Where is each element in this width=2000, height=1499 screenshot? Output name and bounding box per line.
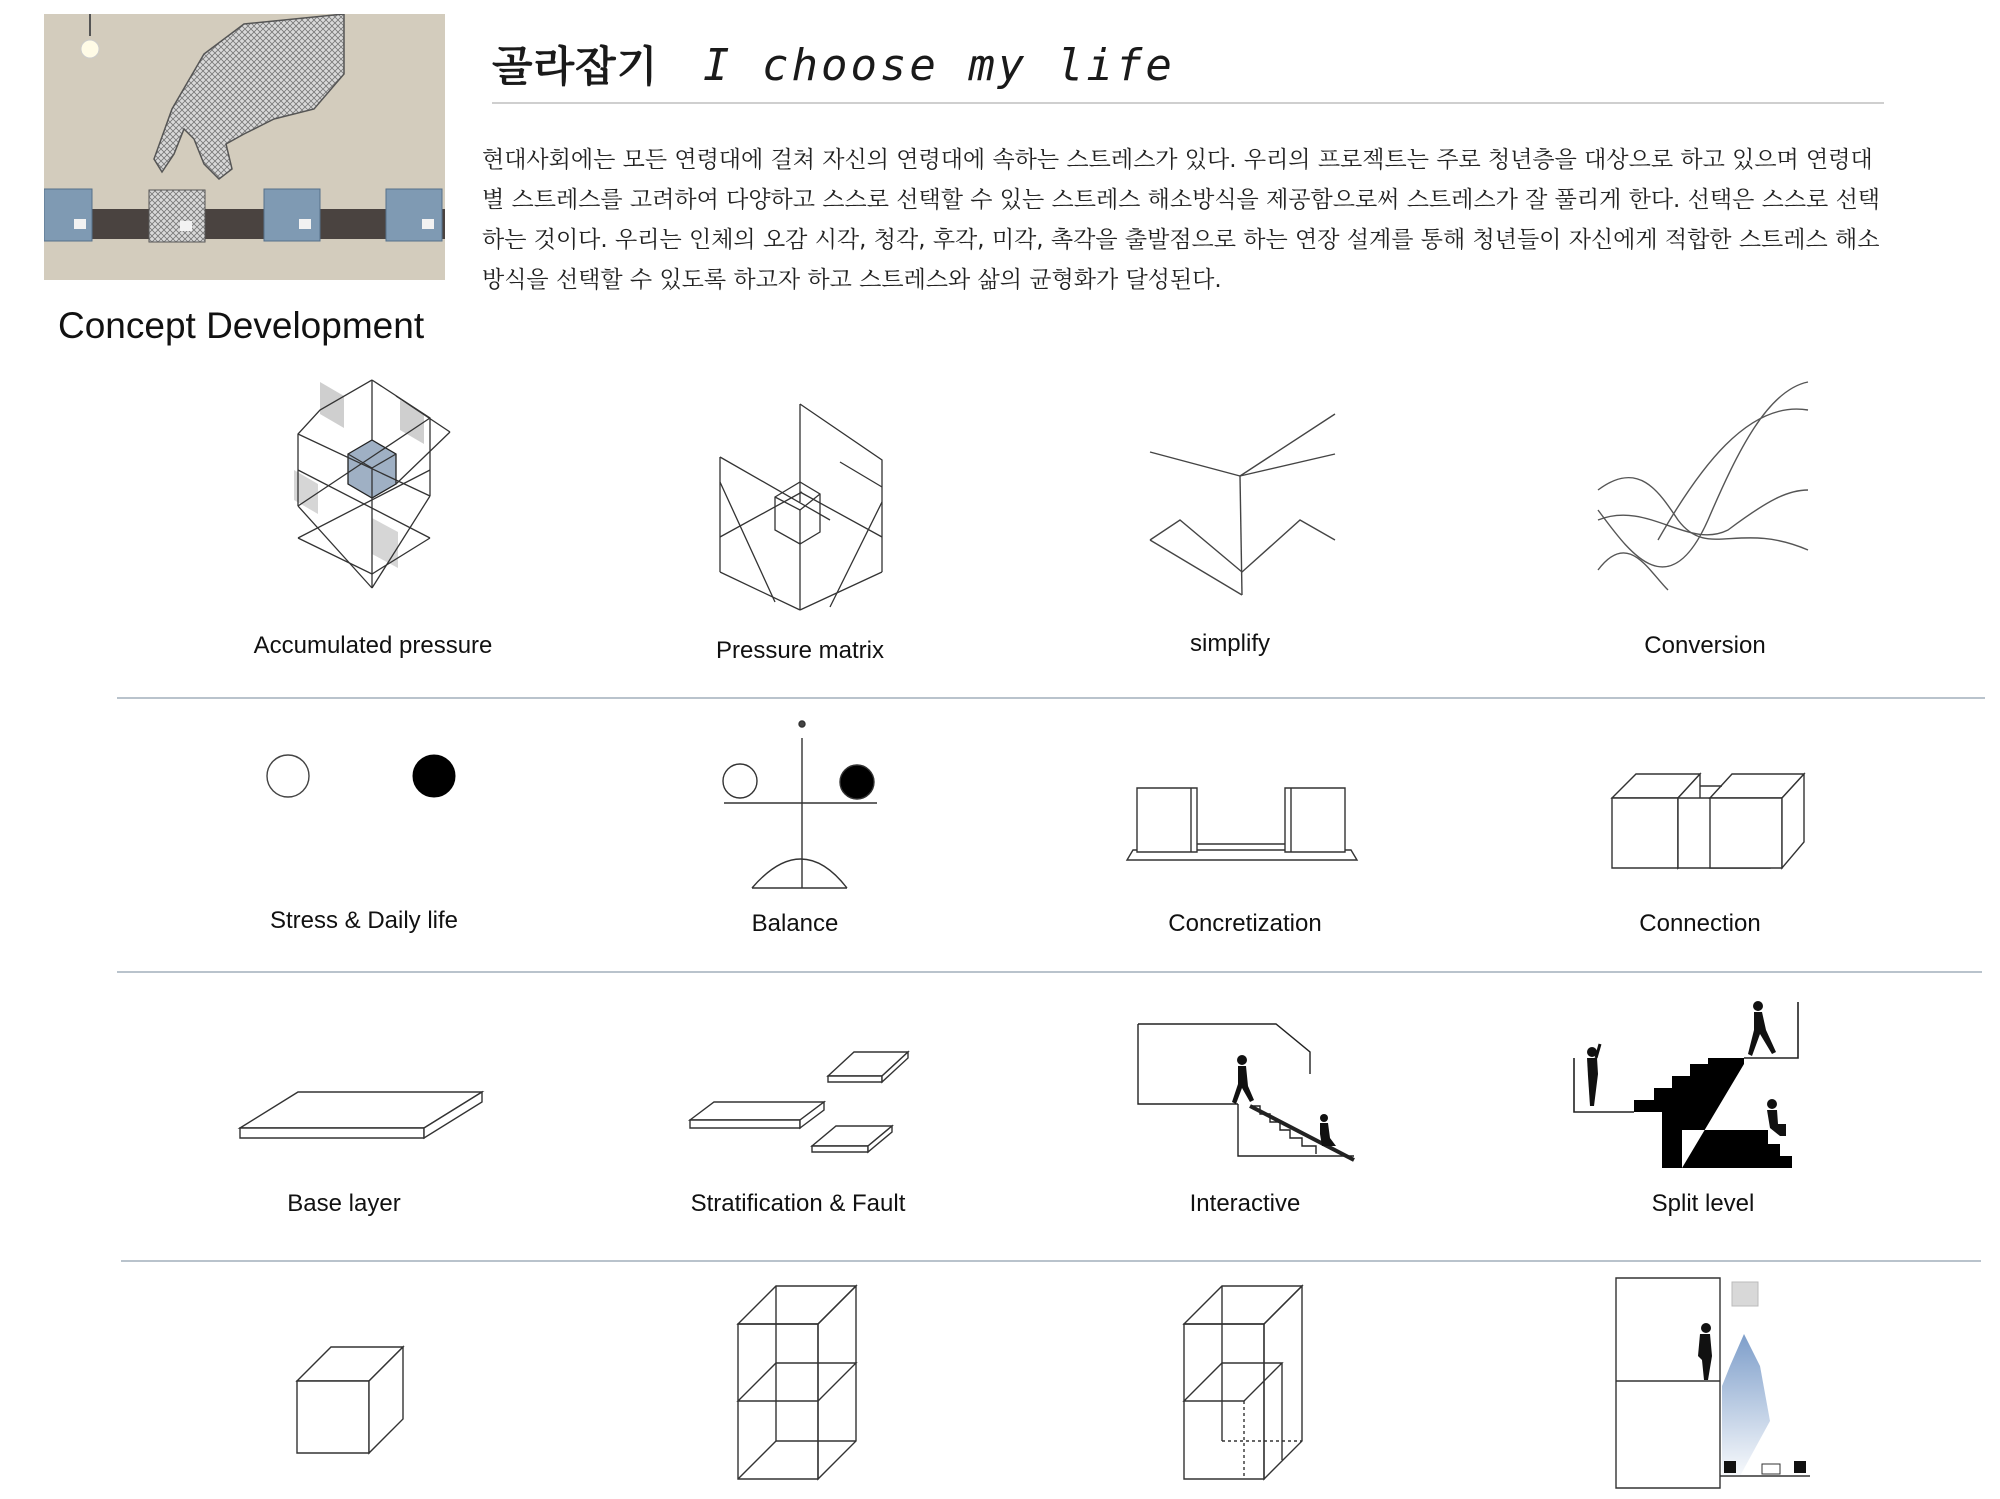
- page-title-korean: 골라잡기: [492, 42, 659, 91]
- crossing-curves-icon: [1598, 380, 1808, 595]
- person-silhouette: [1232, 1055, 1336, 1146]
- stacked-slabs-icon: [688, 1050, 910, 1156]
- two-story-frame-icon: [736, 1284, 858, 1482]
- concept-label-pressure-matrix: Pressure matrix: [715, 637, 885, 664]
- zigzag-lines-icon: [1150, 412, 1336, 597]
- concept-label-simplify: simplify: [1189, 630, 1270, 657]
- concept-label-concretization: Concretization: [1168, 910, 1322, 937]
- concept-label-accumulated-pressure: Accumulated pressure: [253, 632, 493, 659]
- concept-label-stratification-fault: Stratification & Fault: [690, 1190, 906, 1217]
- concept-label-connection: Connection: [1639, 910, 1761, 937]
- split-level-icon: [1572, 1000, 1800, 1172]
- hand-and-crates-illustration: [44, 14, 445, 280]
- project-description: 현대사회에는 모든 연령대에 걸쳐 자신의 연령대에 속하는 스트레스가 있다. 우리의 프로젝트는 주로 청년층을 대상으로 하고 있으며 연령대별 스트레스를 고려하여 다양하고 스스로 선택할 수 있는 스트레스 해소방식을 제공함으로써 스트레스가 잘 풀리게 한다. 선택은 스스로 선택하는 것이다. 우리는 인체의 오감 시각, 청각, 후각, 미각, 촉각을 출발점으로 하는 연장 설계를 통해 청년들이 자신에게 적합한 스트레스 해소 방식을 선택할 수 있도록 하고자 하고 스트레스와 삶의 균형화가 달성된다.: [482, 147, 1881, 293]
- title-divider: [492, 102, 1884, 104]
- concept-label-base-layer: Base layer: [287, 1190, 401, 1217]
- flat-slab-icon: [238, 1090, 484, 1140]
- stress-circle: [413, 755, 455, 797]
- row-divider-3: [121, 1260, 1981, 1262]
- concept-label-split-level: Split level: [1651, 1190, 1755, 1217]
- concept-label-stress-daily-life: Stress & Daily life: [269, 907, 459, 934]
- hero-image: [44, 14, 445, 280]
- single-cube-icon: [295, 1345, 407, 1457]
- concept-label-interactive: Interactive: [1189, 1190, 1301, 1217]
- concept-label-conversion: Conversion: [1644, 632, 1766, 659]
- row-divider-2: [117, 971, 1982, 973]
- section-heading: Concept Development: [58, 305, 425, 346]
- crate-1: [44, 189, 92, 241]
- pressure-matrix-icon: [720, 402, 885, 612]
- crate-3: [264, 189, 320, 241]
- balance-scale-icon: [722, 720, 882, 890]
- crate-4: [386, 189, 442, 241]
- page-title-english: I choose my life: [703, 40, 1175, 91]
- dashed-frame-icon: [1182, 1284, 1304, 1482]
- row-divider-1: [117, 697, 1985, 699]
- two-boxes-icon: [1125, 786, 1360, 862]
- two-circles-icon: [266, 752, 466, 800]
- concept-label-balance: Balance: [751, 910, 839, 937]
- connected-boxes-icon: [1610, 772, 1806, 870]
- stair-section-icon: [1136, 1022, 1356, 1162]
- crate-2: [149, 190, 205, 242]
- wireframe-cube-icon: [290, 378, 460, 593]
- daily-life-circle: [267, 755, 309, 797]
- lit-room-section-icon: [1614, 1276, 1814, 1491]
